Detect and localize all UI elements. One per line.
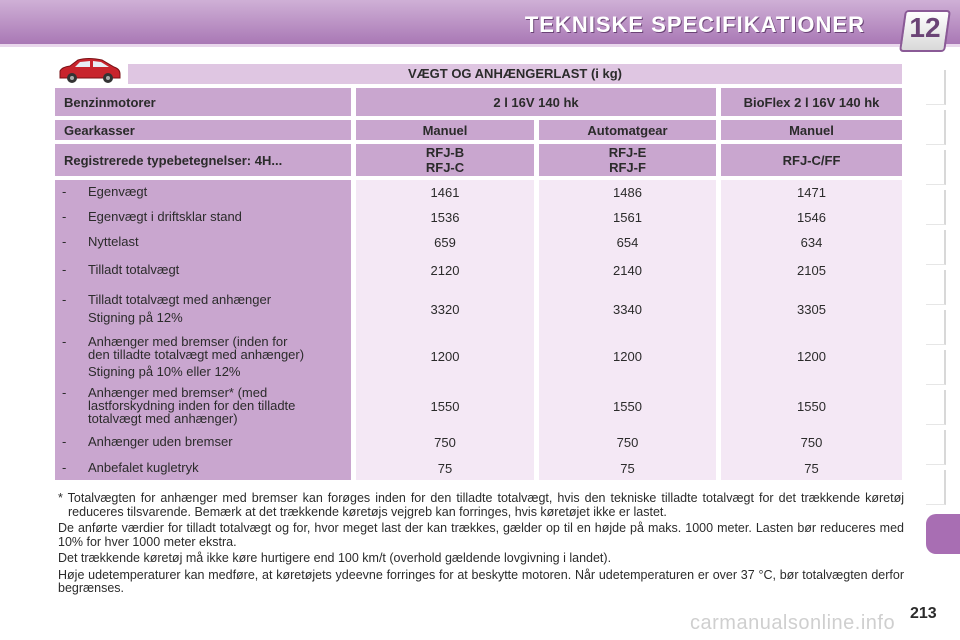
gear-header: Manuel [721,120,902,140]
cell-value: 1561 [613,210,642,225]
type-label: Registrerede typebetegnelser: 4H... [55,144,351,176]
engine-b-header: BioFlex 2 l 16V 140 hk [721,88,902,116]
row-dash: - [62,184,67,199]
row-dash: - [62,460,67,475]
row-dash: - [62,434,67,449]
page-title: TEKNISKE SPECIFIKATIONER [524,12,865,37]
cell-value: 1486 [613,185,642,200]
cell-value: 2140 [613,263,642,278]
row-label: Stigning på 10% eller 12% [88,364,241,379]
top-banner-line [0,44,960,47]
chapter-tab[interactable] [926,190,946,225]
cell-value: 1200 [430,349,460,364]
type-header [356,144,534,176]
footnote: Det trækkende køretøj må ikke køre hurtigere end 100 km/t (overhold gældende lovgivning i landet). [58,551,612,565]
row-dash: - [62,334,67,349]
cell-value: 654 [616,235,639,250]
row-label: Egenvægt [88,184,148,199]
cell-value: 2105 [797,263,826,278]
chapter-tab[interactable] [926,430,946,465]
chapter-tab[interactable] [926,350,946,385]
cell-value: 1550 [613,399,642,414]
car-icon [54,56,124,86]
row-dash: - [62,209,67,224]
cell-value: 1471 [797,185,826,200]
row-label: Anhænger med bremser (inden for [88,334,288,349]
chapter-tab[interactable] [926,110,946,145]
cell-value: 750 [616,435,639,450]
chapter-tab-strip [926,70,960,570]
cell-value: 1536 [430,210,460,225]
row-label: Nyttelast [88,234,139,249]
page-number: 213 [910,605,937,622]
row-label: Anhænger med bremser* (med [88,385,268,400]
cell-value: 1546 [797,210,826,225]
cell-value: 75 [437,461,453,476]
footnote: Høje udetemperaturer kan medføre, at køretøjets ydeevne forringes for at beskytte motoren. Når udetemperaturen er over 37 °C, bør totalvægten derfor begrænses. [58,567,904,595]
type-code: RFJ-E [608,145,647,160]
engine-label: Benzinmotorer [55,88,351,116]
chapter-number: 12 [909,12,941,43]
type-code: RFJ-B [425,145,465,160]
cell-value: 634 [800,235,823,250]
cell-value: 3340 [613,302,642,317]
row-label: Stigning på 12% [88,310,183,325]
footnote: De anførte værdier for tilladt totalvægt og for, hvor meget last der kan trækkes, gælder op til en højde på maks. 1000 meter. Lasten bør reduceres med 10% for hver 1000 meter ekstra. [58,521,904,549]
row-label: Anbefalet kugletryk [88,460,199,475]
gear-header: Automatgear [539,120,716,140]
row-label: Tilladt totalvægt med anhænger [88,292,272,307]
gear-header: Manuel [356,120,534,140]
chapter-tab[interactable] [926,150,946,185]
type-code: RFJ-F [609,160,646,175]
gear-label: Gearkasser [55,120,351,140]
cell-value: 3320 [430,302,460,317]
row-dash: - [62,385,67,400]
cell-value: 1550 [430,399,460,414]
cell-value: 1461 [430,185,460,200]
cell-value: 75 [804,461,819,476]
row-label: Tilladt totalvægt [88,262,180,277]
row-label: Egenvægt i driftsklar stand [88,209,242,224]
chapter-tab[interactable] [926,310,946,345]
cell-value: 750 [434,435,456,450]
footnote: * Totalvægten for anhænger med bremser kan forøges inden for den tilladte totalvægt, hvis den tekniske tilladte totalvægt for det trækkende køretøj reduceres tilsvarende. Bemærk at det trækkende køretøjs vejgreb kan forringes, hvis køretøjet ikke er lastet. [58,491,904,519]
cell-value: 3305 [797,302,826,317]
footnotes [58,492,904,599]
type-header [539,144,716,176]
chapter-tab[interactable] [926,470,946,505]
cell-value: 750 [800,435,823,450]
cell-value: 75 [620,461,635,476]
row-dash: - [62,262,67,277]
chapter-tab[interactable] [926,70,946,105]
engine-a-header: 2 l 16V 140 hk [356,88,716,116]
row-label: den tilladte totalvægt med anhænger) [88,347,305,362]
cell-value: 1200 [797,349,826,364]
cell-value: 1200 [613,349,642,364]
cell-value: 2120 [430,263,460,278]
chapter-tab-active[interactable] [926,514,960,554]
row-label: lastforskydning inden for den tilladte [88,398,296,413]
row-label: Anhænger uden bremser [88,434,233,449]
section-title: VÆGT OG ANHÆNGERLAST (i kg) [128,64,902,84]
row-dash: - [62,292,67,307]
chapter-tab[interactable] [926,390,946,425]
row-label: totalvægt med anhænger) [88,411,238,426]
cell-value: 1550 [797,399,826,414]
chapter-tab[interactable] [926,270,946,305]
chapter-tab[interactable] [926,230,946,265]
type-code: RFJ-C [425,160,465,175]
cell-value: 659 [434,235,456,250]
watermark: carmanualsonline.info [690,612,896,634]
row-dash: - [62,234,67,249]
type-header: RFJ-C/FF [721,144,902,176]
